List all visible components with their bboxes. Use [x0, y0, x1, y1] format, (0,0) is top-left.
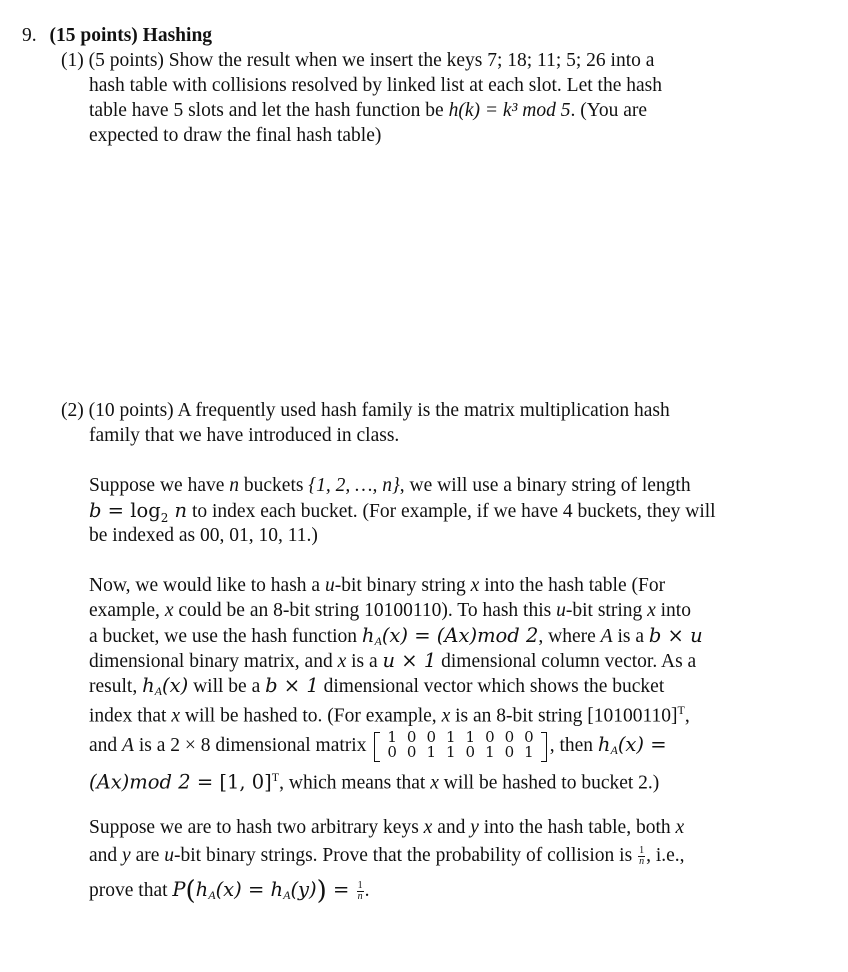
matrix-cell: 1 — [387, 727, 397, 746]
matrix-row — [382, 730, 538, 745]
para2-line-2: example, x could be an 8-bit string 10100110). To hash this u-bit string x into — [89, 600, 691, 621]
para3-line-3: prove that $P(h_A(x) = h_A(y))$ = $\frac{1}{n}$ . — [89, 876, 370, 906]
matrix-row — [382, 745, 538, 760]
matrix-cell: 0 — [426, 727, 436, 746]
part1-line-4: expected to draw the final hash table) — [89, 125, 382, 146]
matrix-cell: 1 — [426, 742, 436, 761]
matrix-cell: 1 — [465, 727, 476, 746]
para1-line-1: Suppose we have n buckets {1, 2, …, n}, we will use a binary string of length — [89, 475, 691, 496]
matrix-cell: 0 — [465, 742, 476, 761]
para1-line-3: be indexed as 00, 01, 10, 11.) — [89, 525, 318, 546]
part1-line-2: hash table with collisions resolved by linked list at each slot. Let the hash — [89, 75, 662, 96]
para2-line-3: a bucket, we use the hash function $h_A(x) = (Ax)mod$ 2, where A is a b × u — [89, 624, 703, 648]
matrix-cell: 0 — [524, 727, 534, 746]
matrix-cell: 0 — [387, 742, 397, 761]
matrix-cell: 0 — [406, 727, 417, 746]
matrix-cell: 0 — [485, 727, 495, 746]
para2-line-8: (Ax)mod 2 = [1, 0]$^T$, which means that x will be hashed to bucket 2.) — [89, 770, 660, 794]
part1-line-1: (1) (5 points) Show the result when we insert the keys 7; 18; 11; 5; 26 into a — [61, 50, 655, 71]
para2-line-7: and A is a 2 × 8 dimensional matrix 1 0 0 1 1 0 0 0 0 0 1 1 0 1 0 1 , then $h_A(x)$ = — [89, 728, 667, 767]
question-number: 9. — [22, 25, 37, 46]
part1-line-3: table have 5 slots and let the hash function be h(k) = k³ mod 5. (You are — [89, 100, 648, 121]
matrix-cell: 1 — [524, 742, 534, 761]
para2-line-5: result, $h_A(x)$ will be a b × 1 dimensional vector which shows the bucket — [89, 674, 665, 698]
hash-function: h(k) = k³ mod 5 — [448, 100, 571, 121]
part2-label: (2) (10 points) — [61, 400, 174, 421]
para3-line-1: Suppose we are to hash two arbitrary keys x and y into the hash table, both x — [89, 817, 685, 838]
matrix-cell: 0 — [406, 742, 417, 761]
matrix-cell: 1 — [445, 742, 456, 761]
matrix-cell: 1 — [445, 727, 456, 746]
part2-line-1: (2) (10 points) A frequently used hash family is the matrix multiplication hash — [61, 400, 670, 421]
matrix-cell: 0 — [504, 727, 515, 746]
question-header — [22, 23, 212, 48]
example-matrix — [373, 727, 547, 764]
para2-line-6: index that x will be hashed to. (For example, x is an 8-bit string $[10100110]^T$, — [89, 703, 690, 727]
question-title: (15 points) Hashing — [49, 25, 213, 46]
matrix-cell: 1 — [485, 742, 495, 761]
para3-line-2: and y are u-bit binary strings. Prove that the probability of collision is $\frac{1}{n}$ , i.e., — [89, 845, 685, 868]
para2-line-4: dimensional binary matrix, and x is a u × 1 dimensional column vector. As a — [89, 649, 697, 672]
para2-line-1: Now, we would like to hash a u-bit binary string x into the hash table (For — [89, 575, 666, 596]
part2-line-2: family that we have introduced in class. — [89, 425, 400, 446]
fraction-1-over-n: $\frac{1}{n}$ — [639, 845, 645, 868]
part1-label: (1) (5 points) — [61, 50, 164, 71]
fraction-1-over-n-2: $\frac{1}{n}$ — [357, 880, 363, 903]
para1-line-2: $b = \log_2 n$ to index each bucket. (For example, if we have 4 buckets, they will — [89, 499, 716, 525]
matrix-cell: 0 — [504, 742, 515, 761]
